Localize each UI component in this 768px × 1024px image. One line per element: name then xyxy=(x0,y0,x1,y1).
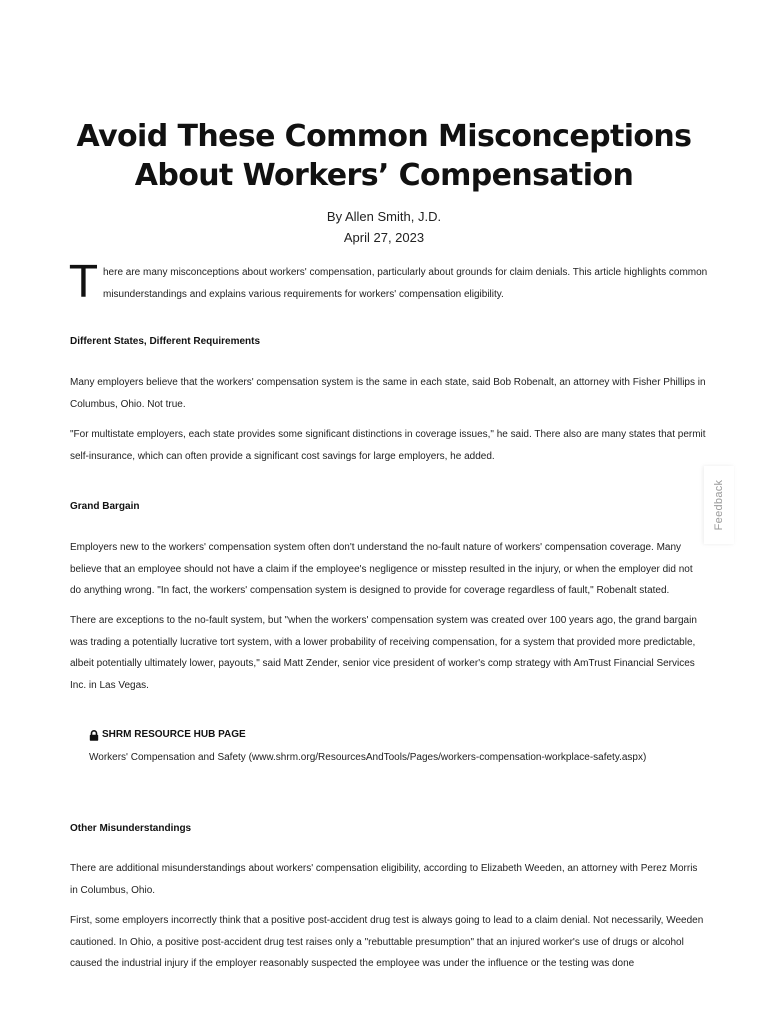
section-heading: Grand Bargain xyxy=(70,501,140,512)
article-title-line1: Avoid These Common Misconceptions xyxy=(76,119,692,154)
article-title-line2: About Workers’ Compensation xyxy=(134,158,634,193)
author-byline: By Allen Smith, J.D. xyxy=(326,209,442,224)
paragraph: There are exceptions to the no-fault system, but "when the workers' compensation system was created over 100 years ago, the grand bargain was trading a potentially lucrative tort system, with a lower probability of receiving compensation, for a system that provided more predictable, albeit potentially ultimately lower, payouts," said Matt Zender, senior vice president of worker's comp strategy with AmTrust Financial Services Inc. in Las Vegas. xyxy=(70,615,697,691)
resource-hub-box xyxy=(89,728,709,765)
resource-hub-title-text: SHRM RESOURCE HUB PAGE xyxy=(102,729,246,740)
feedback-button[interactable] xyxy=(704,466,734,544)
paragraph: Employers new to the workers' compensation system often don't understand the no-fault nature of workers' compensation coverage. Many believe that an employee should not have a claim if the employee's negligence or misstep resulted in the injury, or when the employer did not do anything wrong. "In fact, the workers' compensation system is designed to provide for coverage regardless of fault," Robenalt stated. xyxy=(70,542,693,596)
lock-icon xyxy=(89,730,99,741)
paragraph: First, some employers incorrectly think that a positive post-accident drug test is always going to lead to a claim denial. Not necessarily, Weeden cautioned. In Ohio, a positive post-accident drug test raises only a "rebuttable presumption" that an injured worker's use of drugs or alcohol caused the industrial injury if the employer reasonably suspected the employee was under the influence or the testing was done xyxy=(70,915,704,969)
section-heading: Other Misunderstandings xyxy=(70,823,192,834)
article-title xyxy=(0,117,768,195)
paragraph: "For multistate employers, each state provides some significant distinctions in coverage issues," he said. There also are many states that permit self-insurance, which can often provide a significant cost savings for large employers, he added. xyxy=(70,429,706,462)
drop-cap: T xyxy=(70,257,97,308)
paragraph: Many employers believe that the workers' compensation system is the same in each state, said Bob Robenalt, an attorney with Fisher Phillips in Columbus, Ohio. Not true. xyxy=(70,377,706,410)
section-heading: Different States, Different Requirements xyxy=(70,336,261,347)
resource-hub-link[interactable]: Workers' Compensation and Safety (www.shrm.org/ResourcesAndTools/Pages/workers-compensation-workplace-safety.aspx) xyxy=(89,752,647,763)
publish-date: April 27, 2023 xyxy=(343,230,425,245)
intro-text: here are many misconceptions about workers' compensation, particularly about grounds for claim denials. This article highlights common misunderstandings and explains various requirements for workers' compensation eligibility. xyxy=(103,267,708,300)
paragraph: There are additional misunderstandings about workers' compensation eligibility, according to Elizabeth Weeden, an attorney with Perez Morris in Columbus, Ohio. xyxy=(70,863,698,896)
feedback-label: Feedback xyxy=(713,479,725,531)
resource-hub-title xyxy=(89,728,709,742)
